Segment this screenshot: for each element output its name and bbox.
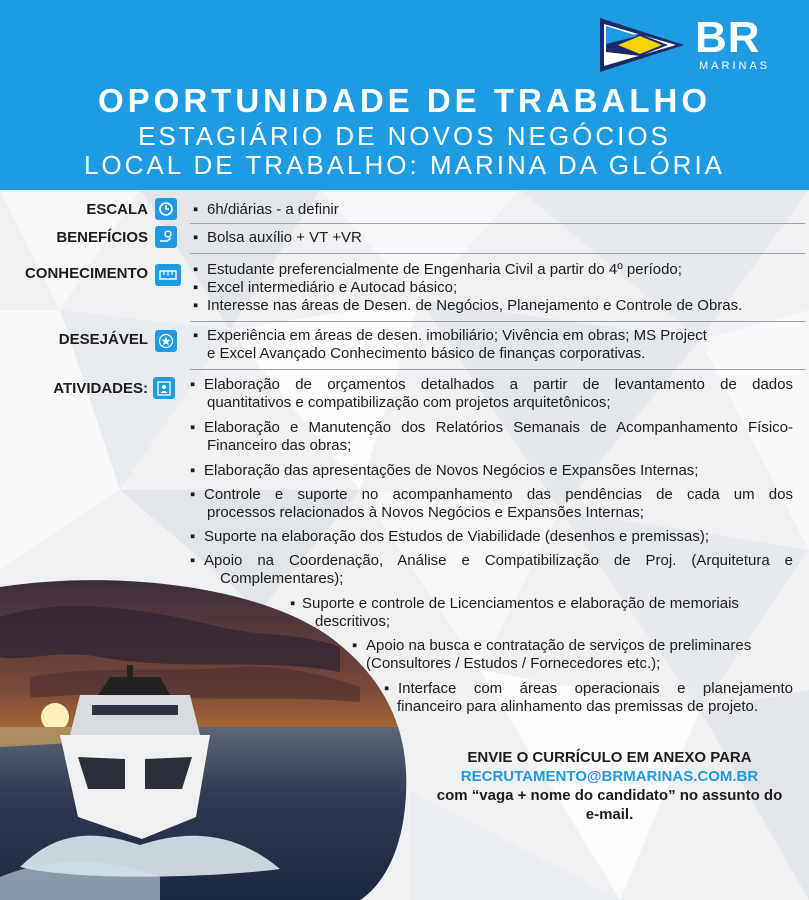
divider (190, 223, 805, 224)
recruitment-email-link[interactable]: RECRUTAMENTO@BRMARINAS.COM.BR (460, 768, 759, 785)
brand-name: BR (695, 13, 761, 62)
list-item: ▪ Interesse nas áreas de Desen. de Negócios, Planejamento e Controle de Obras. (193, 297, 743, 314)
section-label-escala: ESCALA (86, 201, 148, 218)
brand-subname: MARINAS (699, 60, 771, 72)
activity-item: ▪ Suporte na elaboração dos Estudos de Viabilidade (desenhos e premissas); (190, 528, 710, 545)
activity-item: ▪ Apoio na Coordenação, Análise e Compatibilização de Proj. (Arquitetura e (190, 552, 793, 569)
job-title: ESTAGIÁRIO DE NOVOS NEGÓCIOS (138, 121, 671, 151)
section-label-conhecimento: CONHECIMENTO (24, 265, 148, 282)
hand-coin-icon (155, 226, 177, 248)
section-label-beneficios: BENEFÍCIOS (56, 229, 148, 246)
header-banner (0, 0, 809, 190)
list-item: ▪ Experiência em áreas de desen. imobiliário; Vivência em obras; MS Project (193, 327, 707, 344)
clipboard-user-icon (153, 377, 175, 399)
list-item: ▪ Estudante preferencialmente de Engenharia Civil a partir do 4º período; (193, 261, 682, 278)
section-label-desejavel: DESEJÁVEL (58, 331, 148, 348)
divider (190, 253, 805, 254)
divider (190, 321, 805, 322)
activity-item: ▪ Interface com áreas operacionais e planejamento (384, 680, 793, 697)
page-title: OPORTUNIDADE DE TRABALHO (98, 82, 711, 119)
list-item: ▪ 6h/diárias - a definir (193, 201, 339, 218)
activity-item-continuation: financeiro para alinhamento das premissas de projeto. (397, 698, 759, 715)
divider (190, 369, 805, 370)
activity-item-continuation: (Consultores / Estudos / Fornecedores etc.); (366, 655, 661, 672)
activity-item-continuation: processos relacionados à Novos Negócios e Expansões Internas; (207, 504, 644, 521)
yacht-sunset-photo (0, 577, 410, 900)
activity-item-continuation: descritivos; (315, 613, 391, 630)
activity-item: ▪ Apoio na busca e contratação de serviços de preliminares (352, 637, 752, 654)
list-item: ▪ Bolsa auxílio + VT +VR (193, 229, 362, 246)
star-badge-icon (155, 330, 177, 352)
application-instructions (410, 748, 809, 824)
section-label-atividades: ATIVIDADES: (53, 380, 148, 397)
activity-item-continuation: Financeiro das obras; (207, 437, 352, 454)
activity-item: ▪ Elaboração e Manutenção dos Relatórios Semanais de Acompanhamento Físico- (190, 419, 793, 436)
job-location: LOCAL DE TRABALHO: MARINA DA GLÓRIA (83, 150, 726, 180)
activity-item: ▪ Suporte e controle de Licenciamentos e elaboração de memoriais (290, 595, 739, 612)
cta-line: e-mail. (585, 806, 634, 823)
cta-line: ENVIE O CURRÍCULO EM ANEXO PARA (467, 749, 752, 766)
activity-item: ▪ Elaboração de orçamentos detalhados a partir de levantamento de dados (190, 376, 793, 393)
activity-item-continuation: quantitativos e compatibilização com projetos arquitetônicos; (207, 394, 611, 411)
clock-icon (155, 198, 177, 220)
cta-line: com “vaga + nome do candidato” no assunto do (436, 787, 783, 804)
activity-item-continuation: Complementares); (220, 570, 344, 587)
list-item-continuation: e Excel Avançado Conhecimento básico de finanças corporativas. (207, 345, 646, 362)
activity-item: ▪ Elaboração das apresentações de Novos Negócios e Expansões Internas; (190, 462, 699, 479)
list-item: ▪ Excel intermediário e Autocad básico; (193, 279, 458, 296)
activity-item: ▪ Controle e suporte no acompanhamento das pendências de cada um dos (190, 486, 793, 503)
ruler-icon (155, 264, 181, 286)
